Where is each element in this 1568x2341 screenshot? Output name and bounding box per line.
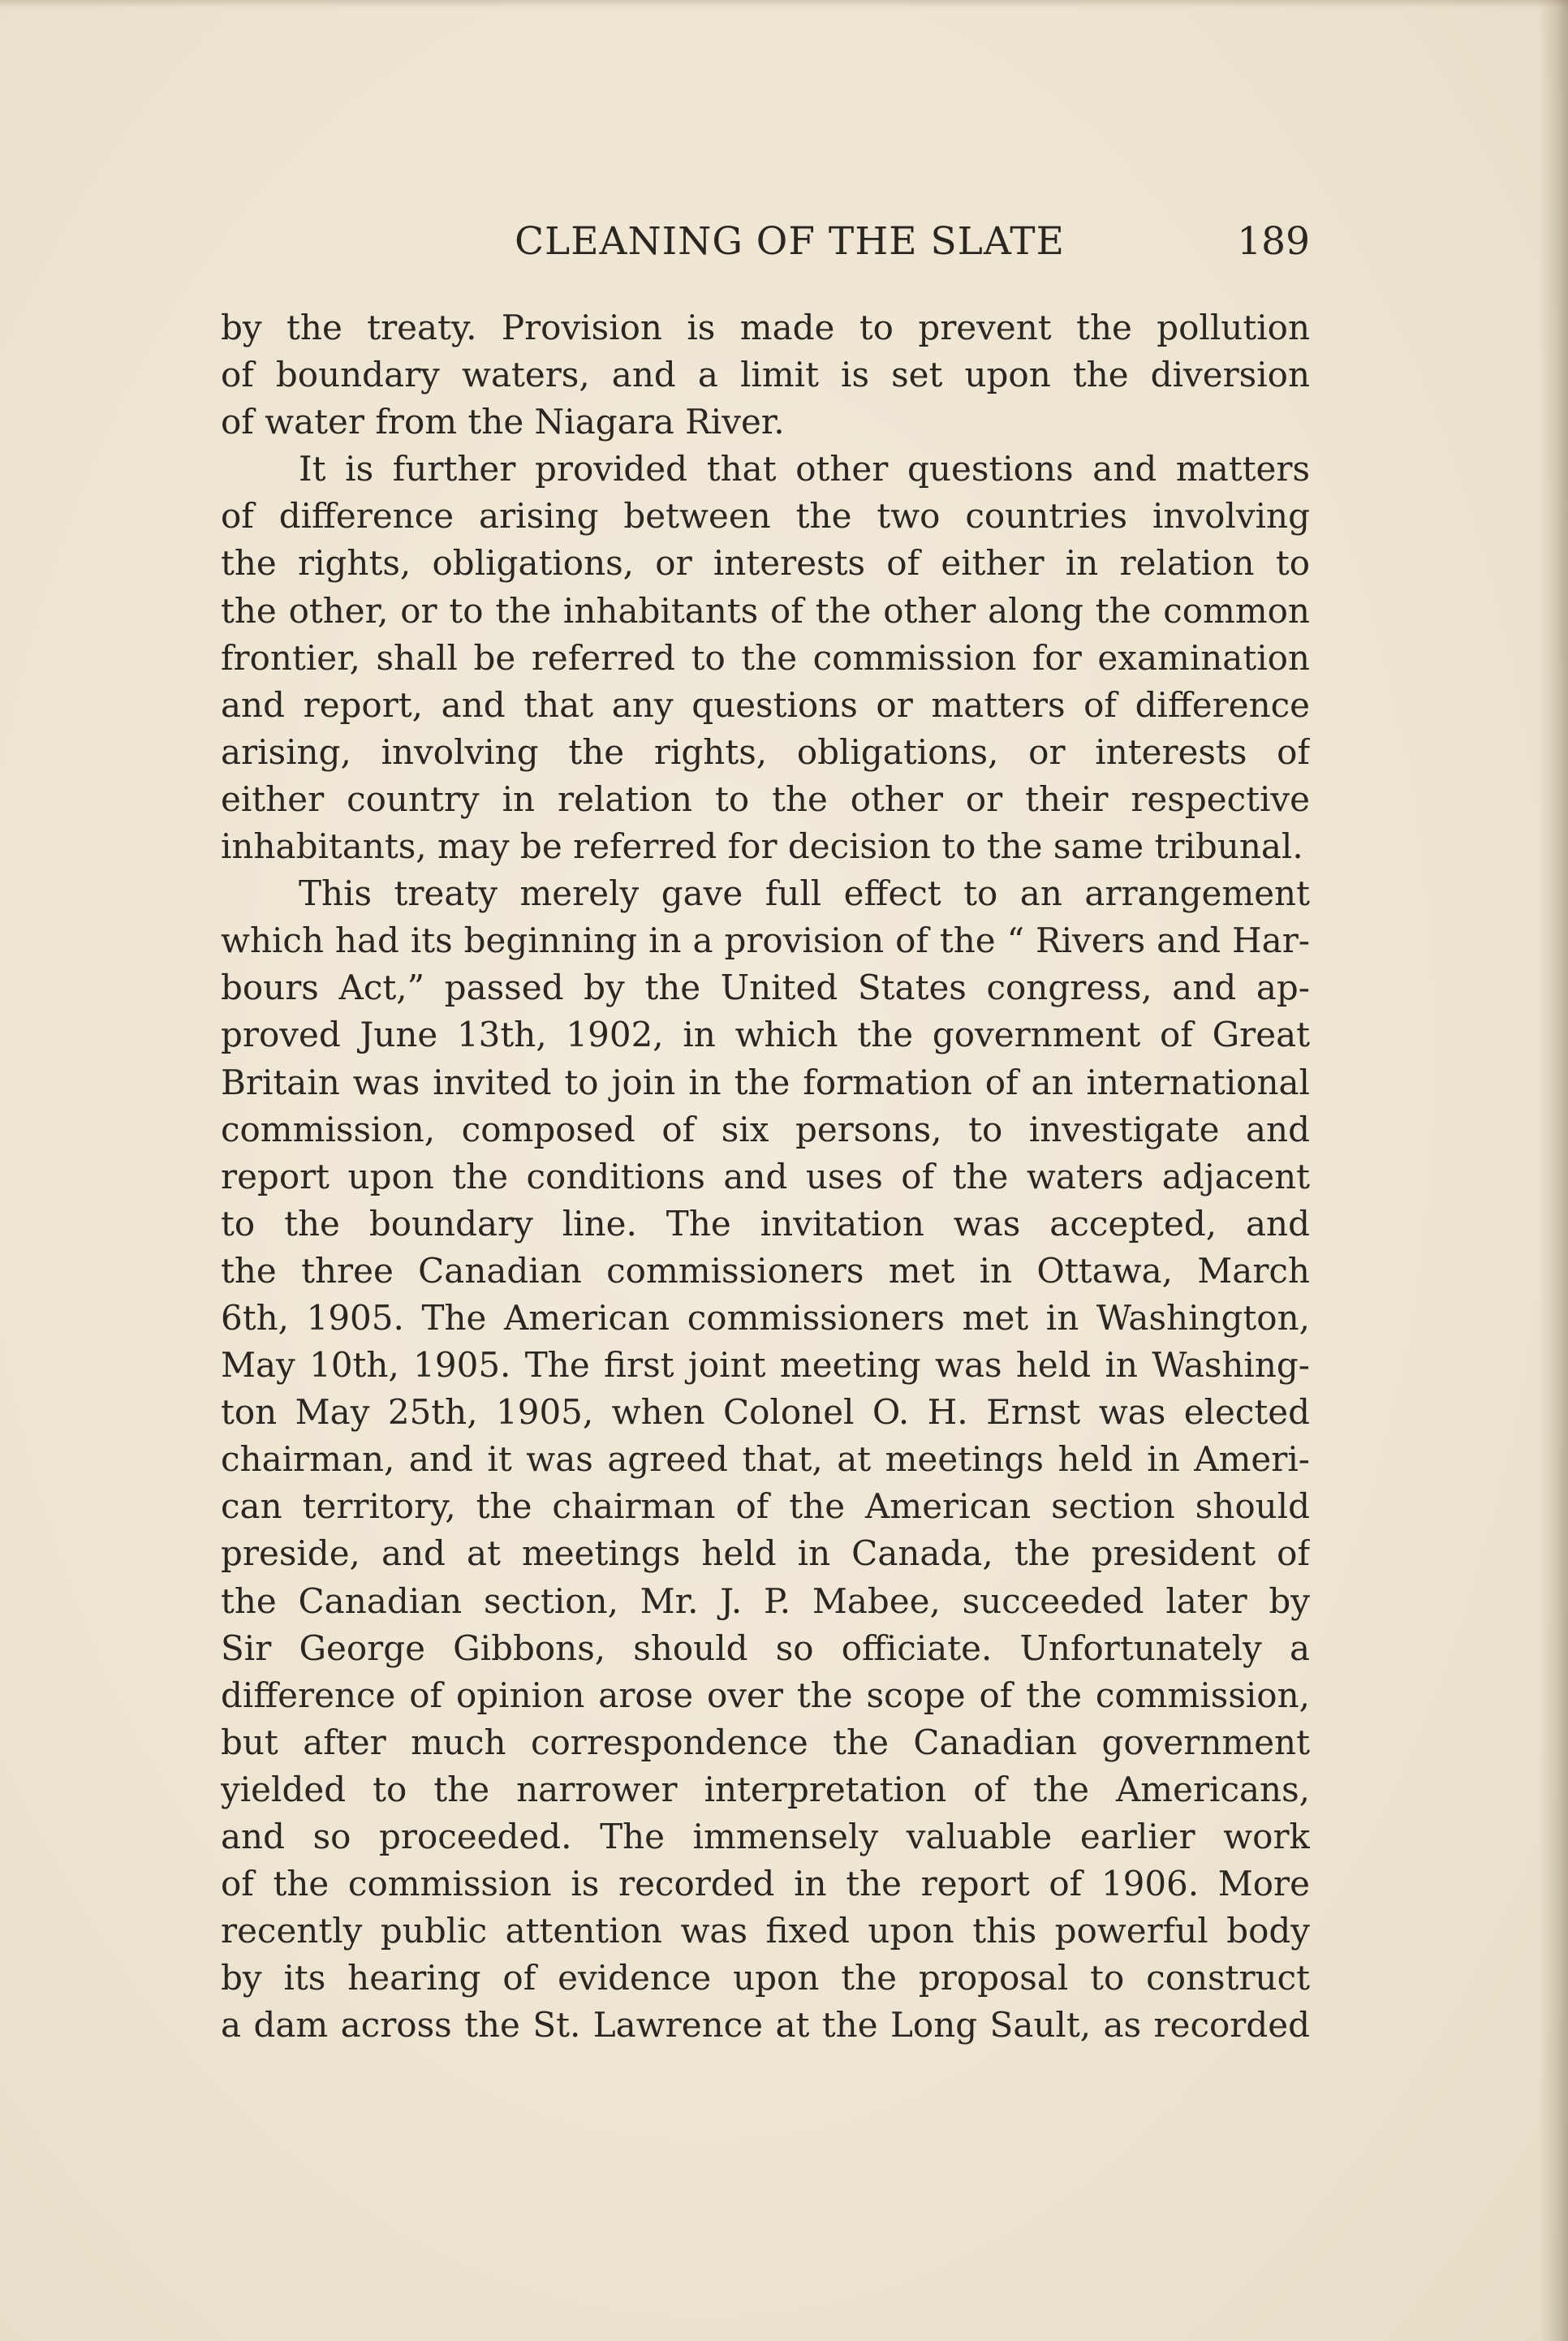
text-line: Sir George Gibbons, should so officiate. Unfortunately a xyxy=(221,1627,1310,1668)
text-line: commission, composed of six persons, to investigate and xyxy=(221,1109,1310,1149)
text-line: of the commission is recorded in the report of 1906. More xyxy=(221,1864,1310,1904)
page-header xyxy=(221,219,1310,276)
text-line: the other, or to the inhabitants of the other along the common xyxy=(221,590,1310,631)
body-text xyxy=(221,304,1310,2049)
text-line: and report, and that any questions or matters of difference xyxy=(221,684,1310,725)
running-head: CLEANING OF THE SLATE xyxy=(515,219,1065,264)
text-line: recently public attention was fixed upon this powerful body xyxy=(221,1911,1310,1951)
text-line: 6th, 1905. The American commissioners met in Washington, xyxy=(221,1297,1310,1338)
text-line: report upon the conditions and uses of the waters adjacent xyxy=(221,1156,1310,1196)
text-line: arising, involving the rights, obligations, or interests of xyxy=(221,731,1310,772)
text-line: preside, and at meetings held in Canada, the president of xyxy=(221,1533,1310,1574)
text-line: the Canadian section, Mr. J. P. Mabee, succeeded later by xyxy=(221,1580,1310,1621)
text-line: by its hearing of evidence upon the proposal to construct xyxy=(221,1958,1310,1998)
text-line: bours Act,” passed by the United States congress, and ap- xyxy=(221,968,1310,1008)
text-line: yielded to the narrower interpretation of the Americans, xyxy=(221,1769,1310,1809)
page-edge-shadow xyxy=(1539,0,1568,2341)
text-line: proved June 13th, 1902, in which the government of Great xyxy=(221,1015,1310,1055)
text-line: and so proceeded. The immensely valuable earlier work xyxy=(221,1817,1310,1856)
text-line: ton May 25th, 1905, when Colonel O. H. Ernst was elected xyxy=(221,1392,1310,1433)
text-line: Britain was invited to join in the formation of an international xyxy=(221,1062,1310,1102)
text-line: a dam across the St. Lawrence at the Long Sault, as recorded xyxy=(221,2005,1310,2046)
text-line: inhabitants, may be referred for decision to the same tribunal. xyxy=(221,826,1303,867)
text-line: the three Canadian commissioners met in Ottawa, March xyxy=(221,1250,1310,1291)
text-line: the rights, obligations, or interests of either in relation to xyxy=(221,543,1310,584)
text-line: of boundary waters, and a limit is set upon the diversion xyxy=(221,355,1310,395)
text-line: can territory, the chairman of the American section should xyxy=(221,1486,1310,1527)
text-line: frontier, shall be referred to the commission for examination xyxy=(221,637,1310,678)
text-line: which had its beginning in a provision of the “ Rivers and Har- xyxy=(221,920,1310,961)
text-line: by the treaty. Provision is made to prevent the pollution xyxy=(221,308,1310,347)
text-line: chairman, and it was agreed that, at meetings held in Ameri- xyxy=(221,1439,1310,1480)
text-line: to the boundary line. The invitation was accepted, and xyxy=(221,1203,1310,1244)
text-line: It is further provided that other questions and matters xyxy=(299,449,1310,489)
page-top-shadow xyxy=(0,0,1568,8)
text-line: This treaty merely gave full effect to an arrangement xyxy=(299,873,1310,914)
page-number: 189 xyxy=(1237,219,1310,264)
text-line: May 10th, 1905. The first joint meeting was held in Washing- xyxy=(221,1345,1310,1386)
text-line: of difference arising between the two countries involving xyxy=(221,496,1310,537)
text-line: difference of opinion arose over the scope of the commission, xyxy=(221,1675,1310,1715)
text-line: either country in relation to the other or their respective xyxy=(221,778,1310,819)
text-line: of water from the Niagara River. xyxy=(221,402,785,442)
text-line: but after much correspondence the Canadian government xyxy=(221,1722,1310,1762)
